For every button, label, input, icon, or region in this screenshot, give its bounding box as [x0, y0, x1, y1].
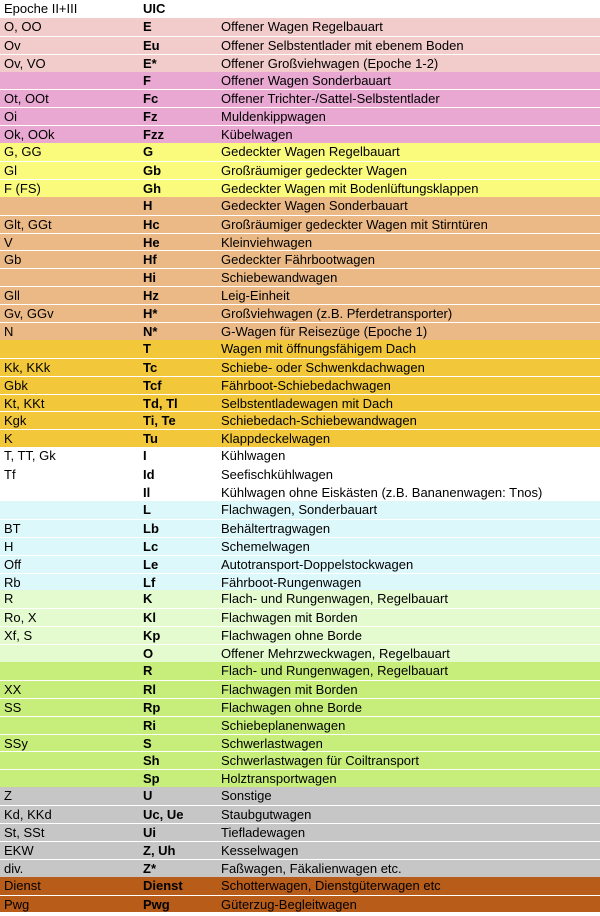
description-cell: Flachwagen ohne Borde: [221, 699, 362, 715]
group-r: [0, 662, 600, 787]
epoch-cell: EKW: [4, 842, 34, 858]
group-u: [0, 787, 600, 876]
uic-code-cell: Le: [143, 556, 159, 572]
epoch-cell: div.: [4, 860, 24, 876]
uic-code-cell: O: [143, 646, 154, 662]
table-row: [0, 358, 600, 376]
epoch-cell: Tf: [4, 467, 16, 483]
description-cell: Gedeckter Wagen Regelbauart: [221, 144, 400, 160]
uic-code-cell: H*: [143, 306, 158, 322]
description-cell: Behältertragwagen: [221, 520, 331, 536]
uic-code-cell: R: [143, 662, 153, 678]
description-cell: Schiebeplanenwagen: [221, 717, 346, 733]
uic-code-cell: Sh: [143, 753, 160, 769]
table-row: [0, 125, 600, 143]
uic-code-cell: Rp: [143, 699, 161, 715]
uic-code-cell: I: [143, 448, 147, 464]
description-cell: Holztransportwagen: [221, 771, 337, 787]
description-cell: Seefischkühlwagen: [221, 467, 334, 483]
description-cell: Offener Wagen Sonderbauart: [221, 72, 391, 88]
epoch-cell: XX: [4, 681, 22, 697]
table-row: [0, 877, 600, 895]
description-cell: Flachwagen, Sonderbauart: [221, 501, 378, 517]
epoch-cell: Kt, KKt: [4, 395, 45, 411]
table-row: [0, 519, 600, 537]
table-row: [0, 895, 600, 913]
epoch-cell: Kd, KKd: [4, 807, 52, 823]
table-row: [0, 161, 600, 179]
uic-code-cell: Z*: [143, 860, 156, 876]
table-row: [0, 322, 600, 340]
epoch-cell: Gv, GGv: [4, 306, 54, 322]
table-row: [0, 537, 600, 555]
uic-code-cell: Il: [143, 485, 151, 501]
epoch-cell: Ro, X: [4, 610, 37, 626]
epoch-cell: Ov: [4, 37, 21, 53]
epoch-cell: Z: [4, 788, 12, 804]
table-row: [0, 859, 600, 877]
uic-code-cell: Td, Tl: [143, 395, 178, 411]
description-cell: Tiefladewagen: [221, 824, 306, 840]
table-row: [0, 340, 600, 358]
group-g: [0, 143, 600, 197]
group-i: [0, 447, 600, 501]
epoch-cell: Ok, OOk: [4, 127, 55, 143]
table-row: [0, 680, 600, 698]
header-epoch: Epoche II+III: [4, 1, 78, 16]
uic-code-cell: L: [143, 501, 151, 517]
description-cell: Schwerlastwagen: [221, 735, 323, 751]
table-row: [0, 465, 600, 483]
group-h: [0, 197, 600, 340]
group-f: [0, 72, 600, 144]
description-cell: Klappdeckelwagen: [221, 431, 331, 447]
description-cell: Kesselwagen: [221, 842, 299, 858]
table-row: [0, 394, 600, 412]
table-row: [0, 573, 600, 591]
description-cell: Kühlwagen: [221, 448, 286, 464]
uic-code-cell: S: [143, 735, 152, 751]
table-row: [0, 411, 600, 429]
description-cell: Schemelwagen: [221, 538, 310, 554]
epoch-cell: G, GG: [4, 144, 42, 160]
uic-code-cell: E: [143, 18, 152, 34]
table-row: [0, 698, 600, 716]
uic-code-cell: G: [143, 144, 154, 160]
header-row: [0, 0, 600, 18]
epoch-cell: Off: [4, 556, 22, 572]
description-cell: Flachwagen mit Borden: [221, 681, 358, 697]
table-row: [0, 179, 600, 197]
table-row: [0, 644, 600, 662]
table-row: [0, 143, 600, 161]
description-cell: Schwerlastwagen für Coiltransport: [221, 753, 419, 769]
table-row: [0, 662, 600, 680]
epoch-cell: Pwg: [4, 896, 30, 912]
table-row: [0, 233, 600, 251]
epoch-cell: R: [4, 591, 14, 607]
table-row: [0, 89, 600, 107]
description-cell: Schiebewandwagen: [221, 270, 338, 286]
description-cell: Flach- und Rungenwagen, Regelbauart: [221, 662, 448, 678]
table-row: [0, 197, 600, 215]
uic-code-cell: Eu: [143, 37, 160, 53]
uic-code-cell: Hz: [143, 288, 159, 304]
uic-code-cell: K: [143, 591, 153, 607]
description-cell: Gedeckter Wagen Sonderbauart: [221, 197, 408, 213]
epoch-cell: K: [4, 431, 13, 447]
table-row: [0, 483, 600, 501]
description-cell: Selbstentladewagen mit Dach: [221, 395, 393, 411]
description-cell: Offener Großviehwagen (Epoche 1-2): [221, 55, 439, 71]
table-row: [0, 805, 600, 823]
table-row: [0, 823, 600, 841]
table-row: [0, 841, 600, 859]
uic-code-cell: Ri: [143, 717, 156, 733]
description-cell: Kühlwagen ohne Eiskästen (z.B. Bananenwagen: Tnos): [221, 485, 543, 501]
table-row: [0, 555, 600, 573]
description-cell: Flachwagen ohne Borde: [221, 628, 362, 644]
uic-code-cell: Kl: [143, 610, 156, 626]
epoch-cell: BT: [4, 520, 21, 536]
uic-code-cell: U: [143, 788, 153, 804]
description-cell: Offener Trichter-/Sattel-Selbstentlader: [221, 91, 440, 107]
description-cell: Sonstige: [221, 788, 272, 804]
group-k: [0, 590, 600, 662]
uic-code-cell: N*: [143, 324, 158, 340]
uic-code-cell: Tcf: [143, 377, 162, 393]
uic-code-cell: Z, Uh: [143, 842, 176, 858]
epoch-cell: Kgk: [4, 413, 27, 429]
description-cell: Flach- und Rungenwagen, Regelbauart: [221, 591, 448, 607]
epoch-cell: Gbk: [4, 377, 28, 393]
uic-code-cell: Hi: [143, 270, 156, 286]
table-row: [0, 447, 600, 465]
uic-code-cell: Lf: [143, 574, 156, 590]
table-row: [0, 304, 600, 322]
uic-code-cell: Lb: [143, 520, 159, 536]
description-cell: Offener Wagen Regelbauart: [221, 18, 383, 34]
description-cell: Großviehwagen (z.B. Pferdetransporter): [221, 306, 453, 322]
uic-code-cell: Gh: [143, 180, 162, 196]
description-cell: Schiebedach-Schiebewandwagen: [221, 413, 417, 429]
epoch-cell: Oi: [4, 109, 17, 125]
group-e: [0, 18, 600, 72]
table-row: [0, 268, 600, 286]
table-row: [0, 72, 600, 90]
header-uic: UIC: [143, 1, 166, 16]
description-cell: Großräumiger gedeckter Wagen: [221, 163, 407, 179]
epoch-cell: O, OO: [4, 18, 42, 34]
description-cell: Gedeckter Fährbootwagen: [221, 252, 375, 268]
description-cell: Staubgutwagen: [221, 807, 312, 823]
table-row: [0, 36, 600, 54]
uic-code-cell: Fc: [143, 91, 159, 107]
table-row: [0, 429, 600, 447]
description-cell: Leig-Einheit: [221, 288, 290, 304]
table-row: [0, 608, 600, 626]
uic-code-cell: Id: [143, 467, 155, 483]
table-row: [0, 107, 600, 125]
table-row: [0, 751, 600, 769]
epoch-cell: Kk, KKk: [4, 359, 51, 375]
uic-code-cell: H: [143, 197, 153, 213]
table-row: [0, 54, 600, 72]
table-row: [0, 215, 600, 233]
description-cell: Großräumiger gedeckter Wagen mit Stirntüren: [221, 216, 488, 232]
description-cell: G-Wagen für Reisezüge (Epoche 1): [221, 324, 428, 340]
uic-code-cell: Uc, Ue: [143, 807, 184, 823]
description-cell: Flachwagen mit Borden: [221, 610, 358, 626]
description-cell: Fährboot-Schiebedachwagen: [221, 377, 391, 393]
group-t: [0, 340, 600, 447]
uic-code-cell: E*: [143, 55, 157, 71]
table-row: [0, 734, 600, 752]
epoch-cell: Ov, VO: [4, 55, 46, 71]
uic-code-cell: Hc: [143, 216, 160, 232]
table-row: [0, 626, 600, 644]
uic-code-cell: Fz: [143, 109, 158, 125]
table-row: [0, 376, 600, 394]
group-d: [0, 877, 600, 913]
epoch-cell: Dienst: [4, 877, 41, 893]
uic-code-cell: Kp: [143, 628, 161, 644]
uic-code-cell: Ti, Te: [143, 413, 176, 429]
uic-code-cell: Tc: [143, 359, 158, 375]
table-row: [0, 787, 600, 805]
epoch-cell: Gll: [4, 288, 20, 304]
table-row: [0, 18, 600, 36]
description-cell: Güterzug-Begleitwagen: [221, 896, 357, 912]
table-row: [0, 286, 600, 304]
epoch-cell: SSy: [4, 735, 28, 751]
uic-code-cell: Gb: [143, 163, 162, 179]
uic-code-cell: Rl: [143, 681, 156, 697]
epoch-cell: Xf, S: [4, 628, 33, 644]
epoch-cell: Gl: [4, 163, 17, 179]
table-row: [0, 716, 600, 734]
uic-code-cell: Lc: [143, 538, 159, 554]
description-cell: Kübelwagen: [221, 127, 293, 143]
description-cell: Offener Selbstentlader mit ebenem Boden: [221, 37, 464, 53]
table-row: [0, 590, 600, 608]
uic-code-cell: Sp: [143, 771, 160, 787]
epoch-cell: Gb: [4, 252, 22, 268]
uic-code-cell: Hf: [143, 252, 157, 268]
description-cell: Faßwagen, Fäkalienwagen etc.: [221, 860, 402, 876]
description-cell: Muldenkippwagen: [221, 109, 326, 125]
description-cell: Offener Mehrzweckwagen, Regelbauart: [221, 646, 450, 662]
table-row: [0, 501, 600, 519]
description-cell: Schotterwagen, Dienstgüterwagen etc: [221, 877, 441, 893]
uic-code-cell: Dienst: [143, 877, 183, 893]
epoch-cell: H: [4, 538, 14, 554]
table-row: [0, 769, 600, 787]
description-cell: Schiebe- oder Schwenkdachwagen: [221, 359, 425, 375]
description-cell: Gedeckter Wagen mit Bodenlüftungsklappen: [221, 180, 479, 196]
uic-code-cell: He: [143, 234, 160, 250]
description-cell: Wagen mit öffnungsfähigem Dach: [221, 340, 417, 356]
epoch-cell: T, TT, Gk: [4, 448, 56, 464]
epoch-cell: SS: [4, 699, 22, 715]
epoch-cell: Ot, OOt: [4, 91, 49, 107]
table-row: [0, 250, 600, 268]
uic-code-cell: Fzz: [143, 127, 164, 143]
epoch-cell: V: [4, 234, 13, 250]
description-cell: Fährboot-Rungenwagen: [221, 574, 362, 590]
uic-code-cell: Tu: [143, 431, 158, 447]
uic-code-cell: Ui: [143, 824, 156, 840]
table-body: [0, 18, 600, 913]
uic-code-cell: F: [143, 72, 151, 88]
epoch-cell: F (FS): [4, 180, 41, 196]
epoch-cell: St, SSt: [4, 824, 45, 840]
epoch-cell: N: [4, 324, 14, 340]
epoch-cell: Rb: [4, 574, 21, 590]
group-l: [0, 501, 600, 590]
uic-code-cell: Pwg: [143, 896, 170, 912]
epoch-cell: Glt, GGt: [4, 216, 52, 232]
description-cell: Autotransport-Doppelstockwagen: [221, 556, 414, 572]
uic-code-cell: T: [143, 340, 151, 356]
description-cell: Kleinviehwagen: [221, 234, 313, 250]
